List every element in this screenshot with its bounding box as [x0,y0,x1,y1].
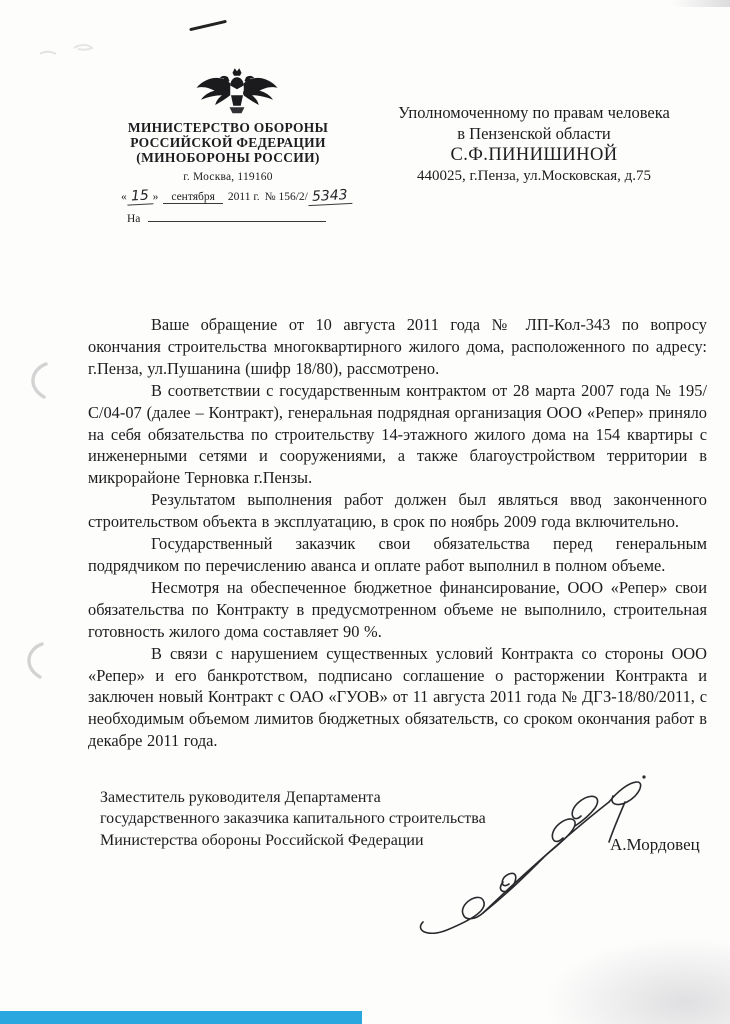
body-paragraph: В связи с нарушением существенных условий Контракта со стороны ООО «Репер» и его банкротством, подписано соглашение о расторжении Контракта и заключен новый Контракт с ОАО «ГУОВ» от 11 августа 2011 года № ДГЗ-18/80/2011, с необходимым объемом лимитов бюджетных обязательств, со сроком окончания работ в декабре 2011 года. [88,643,707,751]
org-name-line: РОССИЙСКОЙ ФЕДЕРАЦИИ [130,135,326,151]
handwritten-day: 15 [126,187,153,205]
reference-row [127,209,326,225]
org-name-line: (МИНОБОРОНЫ РОССИИ) [136,150,320,166]
signer-name: А.Мордовец [610,835,700,854]
signer-title-line: государственного заказчика капитального строительства [100,810,486,828]
na-label: На [127,213,141,225]
outgoing-number-label: № 156/2/ [264,191,308,203]
body-paragraph: В соответствии с государственным контрактом от 28 марта 2007 года № 195/С/04-07 (далее – Контракт), генеральная подрядная организация ООО «Репер» приняло на себя обязательства по строительству 14-этажного жилого дома на 154 квартиры с инженерными сетями и сооружениями, а также благоустройством территории в микрорайоне Терновка г.Пензы. [88,380,707,488]
letter-body [88,314,707,752]
addressee-block [358,102,710,186]
punch-hole-shadow [14,640,48,682]
scan-smudge [672,0,730,7]
pen-dash-mark [189,20,227,31]
body-paragraph: Государственный заказчик свои обязательства перед генеральным подрядчиком по перечислению аванса и оплате работ выполнил в полном объеме. [88,534,707,575]
addressee-address: 440025, г.Пенза, ул.Московская, д.75 [416,168,652,184]
sender-city-line: г. Москва, 119160 [183,171,273,183]
org-name-line: МИНИСТЕРСТВО ОБОРОНЫ [127,120,329,135]
addressee-line: в Пензенской области [457,124,611,143]
close-quote: » [152,191,159,203]
bottom-blue-strip [0,1011,362,1024]
addressee-name: С.Ф.ПИНИШИНОЙ [450,145,618,165]
body-paragraph: Ваше обращение от 10 августа 2011 года № ЛП-Кол-343 по вопросу окончания строительства многоквартирного жилого дома, расположенного по адресу: г.Пенза, ул.Пушанина (шифр 18/80), рассмотрено. [88,315,707,378]
addressee-line: Уполномоченному по правам человека [398,103,670,122]
body-paragraph: Результатом выполнения работ должен был являться ввод законченного строительством объекта в эксплуатацию, в срок по ноябрь 2009 года включительно. [88,490,707,532]
double-headed-eagle-emblem [192,64,282,122]
handwritten-number: 5343 [307,187,351,206]
date-number-row [121,188,352,205]
signer-title-line: Заместитель руководителя Департамента [100,789,381,806]
sender-org-block [108,120,348,166]
body-paragraph: Несмотря на обеспеченное бюджетное финансирование, ООО «Репер» свои обязательства по Контракту в предусмотренном объеме не выполнило, строительная готовность жилого дома составляет 90 %. [88,577,707,641]
open-quote: « [121,191,127,203]
month-label: сентября [163,191,223,204]
scan-smudge [548,938,730,1024]
year-label: 2011 г. [227,191,260,203]
signer-title-line: Министерства обороны Российской Федерации [100,831,424,849]
punch-hole-shadow [18,360,52,402]
blank-reference-line [148,209,326,222]
faint-scan-mark [36,40,106,62]
